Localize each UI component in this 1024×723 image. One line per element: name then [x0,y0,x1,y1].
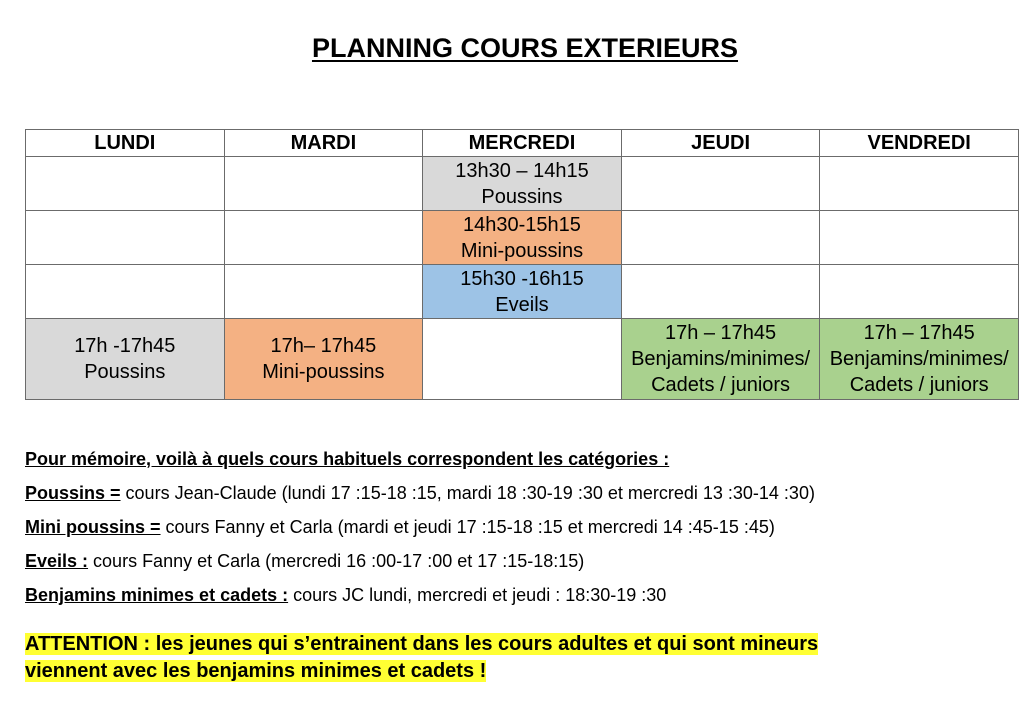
cell-jeudi-benjamins [621,319,820,400]
note-benjamins [25,584,1015,606]
category-label: Poussins [84,361,166,383]
time-label: 17h – 17h45 [863,322,975,344]
category-label: Mini-poussins [460,239,584,262]
category-label: Cadets / juniors [849,374,989,396]
note-label: Benjamins minimes et cadets : [25,585,289,605]
table-row [26,211,1019,265]
header-mardi: MARDI [224,130,423,157]
table-row [26,265,1019,319]
cell-lundi-slot3 [26,265,225,319]
cell-vendredi-benjamins [820,319,1019,400]
cell-vendredi-slot2 [820,211,1019,265]
cell-lundi-poussins [26,319,225,400]
cell-mardi-mini-poussins [224,319,423,400]
page-title: PLANNING COURS EXTERIEURS [311,33,739,63]
cell-lundi-slot1 [26,157,225,211]
header-mercredi: MERCREDI [423,130,622,157]
time-label: 17h -17h45 [74,335,176,357]
note-text: cours Fanny et Carla (mercredi 16 :00-17 :00 et 17 :15-18:15) [88,551,585,571]
note-label: Poussins = [25,483,121,503]
category-label: Benjamins/minimes/ [829,348,1009,370]
schedule-table [25,129,1019,400]
cell-mardi-slot2 [224,211,423,265]
time-label: 14h30-15h15 [463,213,581,236]
note-label: Mini poussins = [25,517,161,537]
note-text: cours Jean-Claude (lundi 17 :15-18 :15, mardi 18 :30-19 :30 et mercredi 13 :30-14 :30) [120,483,815,503]
category-label: Mini-poussins [262,361,385,383]
header-jeudi: JEUDI [621,130,820,157]
header-lundi: LUNDI [26,130,225,157]
table-row [26,319,1019,400]
header-vendredi: VENDREDI [820,130,1019,157]
note-text: cours Fanny et Carla (mardi et jeudi 17 :15-18 :15 et mercredi 14 :45-15 :45) [160,517,775,537]
category-label: Cadets / juniors [651,374,791,396]
cell-mardi-slot3 [224,265,423,319]
note-text: cours JC lundi, mercredi et jeudi : 18:30-19 :30 [288,585,667,605]
notes-heading: Pour mémoire, voilà à quels cours habituels correspondent les catégories : [25,449,670,469]
category-label: Poussins [481,185,563,208]
notes-section [25,448,1015,618]
cell-mercredi-slot4 [423,319,622,400]
time-label: 15h30 -16h15 [460,267,584,290]
cell-jeudi-slot1 [621,157,820,211]
cell-mercredi-poussins [423,157,622,211]
cell-mercredi-eveils [423,265,622,319]
cell-jeudi-slot2 [621,211,820,265]
note-label: Eveils : [25,551,89,571]
cell-vendredi-slot3 [820,265,1019,319]
time-label: 17h– 17h45 [270,335,377,357]
time-label: 17h – 17h45 [664,322,777,344]
table-header-row [26,130,1019,157]
cell-jeudi-slot3 [621,265,820,319]
cell-lundi-slot2 [26,211,225,265]
category-label: Benjamins/minimes/ [631,348,811,370]
attention-line-2: viennent avec les benjamins minimes et cadets ! [25,660,487,682]
attention-line-1: ATTENTION : les jeunes qui s’entrainent dans les cours adultes et qui sont mineurs [25,633,819,655]
time-label: 13h30 – 14h15 [455,159,589,182]
note-mini-poussins [25,516,1015,538]
cell-vendredi-slot1 [820,157,1019,211]
cell-mercredi-mini-poussins [423,211,622,265]
table-row [26,157,1019,211]
note-eveils [25,550,1015,572]
note-poussins [25,482,1015,504]
cell-mardi-slot1 [224,157,423,211]
category-label: Eveils [495,293,549,316]
attention-notice [25,631,818,685]
